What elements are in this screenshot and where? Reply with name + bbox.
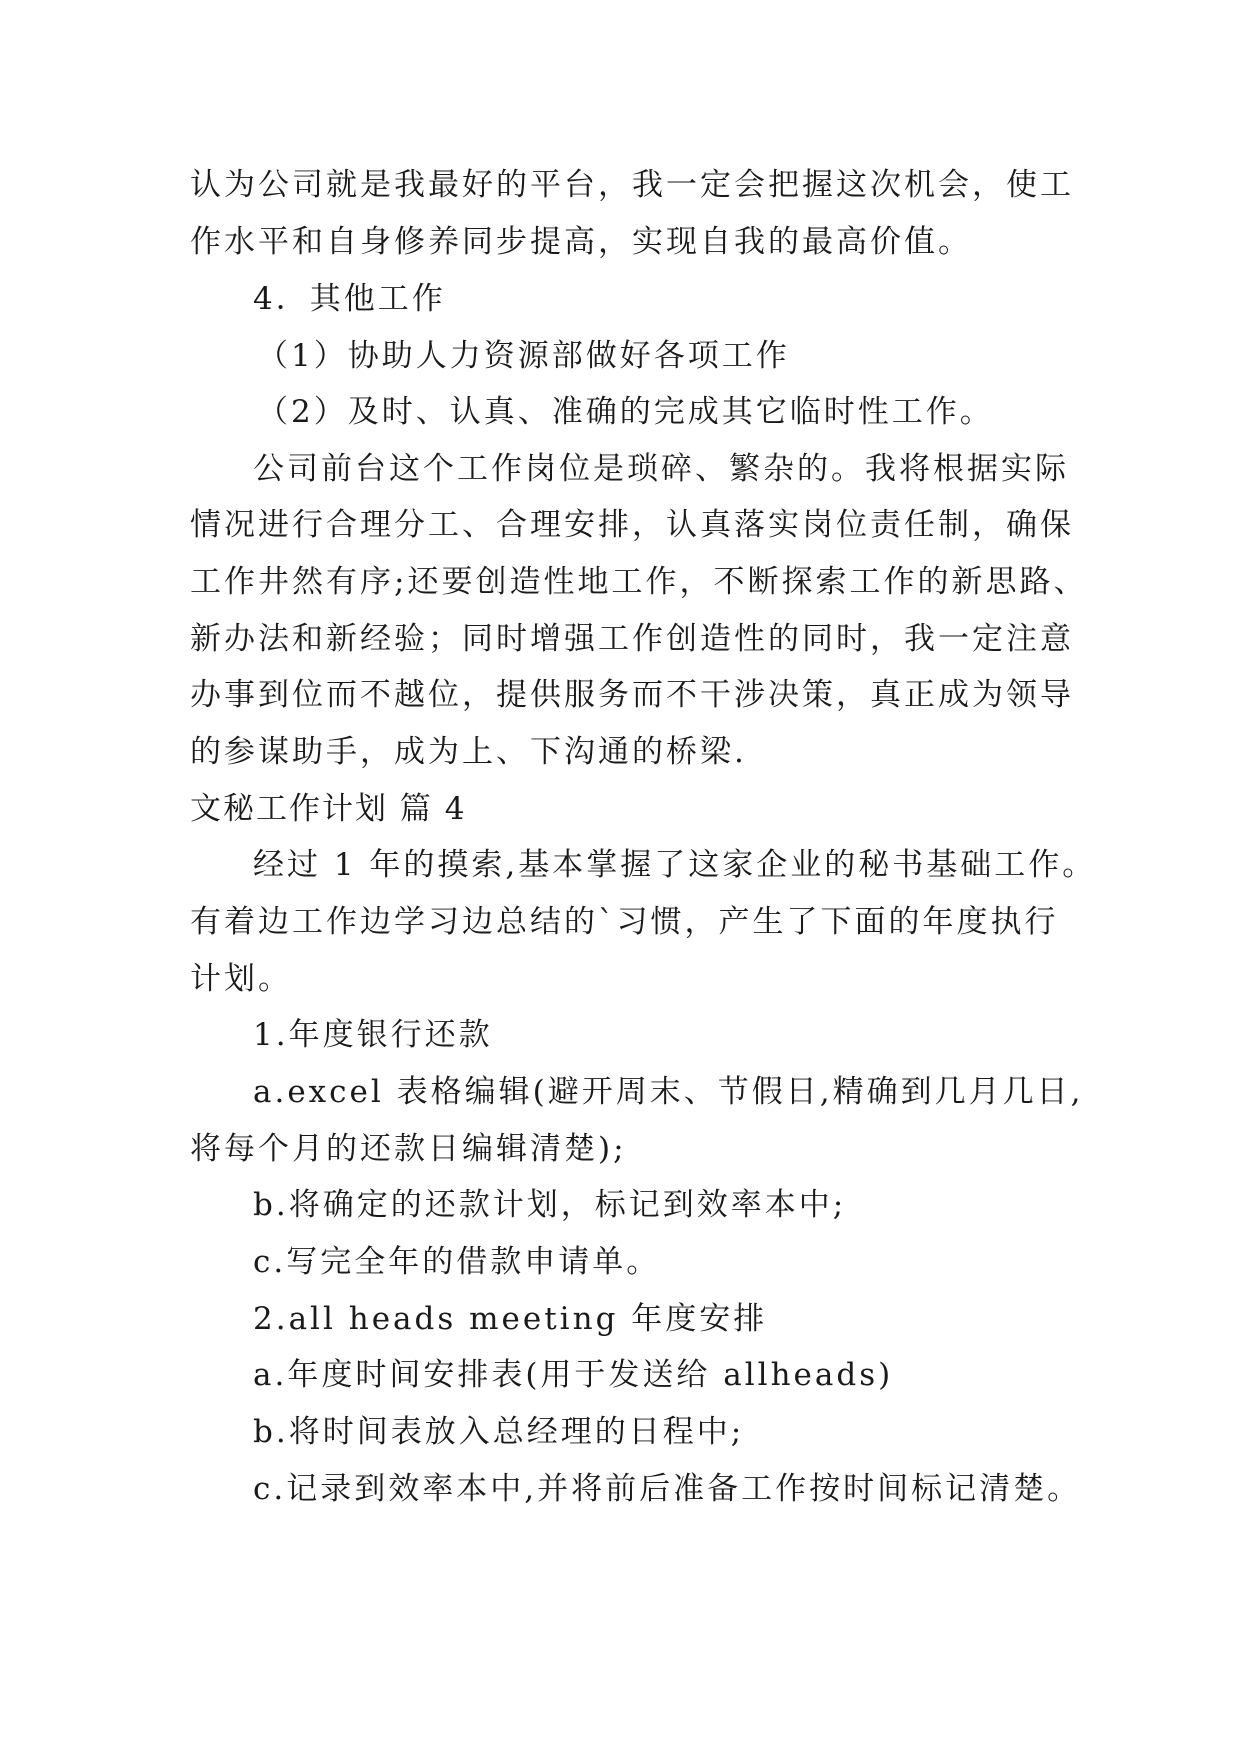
list-item: b.将时间表放入总经理的日程中; xyxy=(253,1414,745,1450)
paragraph-line: 情况进行合理分工、合理安排，认真落实岗位责任制，确保 xyxy=(190,507,1074,543)
list-item: c.写完全年的借款申请单。 xyxy=(253,1244,661,1280)
list-item: （1）协助人力资源部做好各项工作 xyxy=(257,338,790,374)
list-heading: 2.all heads meeting 年度安排 xyxy=(253,1301,768,1337)
list-item: a.excel 表格编辑(避开周末、节假日,精确到几月几日, xyxy=(253,1074,1084,1110)
paragraph-line: 计划。 xyxy=(190,961,292,997)
paragraph-line: 有着边工作边学习边总结的`习惯，产生了下面的年度执行 xyxy=(190,904,1059,940)
paragraph-line: 认为公司就是我最好的平台，我一定会把握这次机会，使工 xyxy=(190,167,1074,203)
section-heading: 4．其他工作 xyxy=(253,281,446,317)
list-item-continuation: 将每个月的还款日编辑清楚); xyxy=(190,1131,627,1167)
paragraph-line: 公司前台这个工作岗位是琐碎、繁杂的。我将根据实际 xyxy=(253,451,1069,487)
list-item: （2）及时、认真、准确的完成其它临时性工作。 xyxy=(257,394,994,430)
section-title: 文秘工作计划 篇 4 xyxy=(190,791,467,827)
list-item: c.记录到效率本中,并将前后准备工作按时间标记清楚。 xyxy=(253,1471,1082,1507)
list-item: b.将确定的还款计划，标记到效率本中; xyxy=(253,1187,847,1223)
paragraph-line: 作水平和自身修养同步提高，实现自我的最高价值。 xyxy=(190,224,972,260)
paragraph-line: 的参谋助手，成为上、下沟通的桥梁. xyxy=(190,734,747,770)
paragraph-line: 经过 1 年的摸索,基本掌握了这家企业的秘书基础工作。 xyxy=(253,847,1097,883)
paragraph-line: 工作井然有序;还要创造性地工作，不断探索工作的新思路、 xyxy=(190,564,1088,600)
paragraph-line: 新办法和新经验；同时增强工作创造性的同时，我一定注意 xyxy=(190,621,1074,657)
list-heading: 1.年度银行还款 xyxy=(253,1017,493,1053)
paragraph-line: 办事到位而不越位，提供服务而不干涉决策，真正成为领导 xyxy=(190,677,1074,713)
list-item: a.年度时间安排表(用于发送给 allheads) xyxy=(253,1357,894,1393)
